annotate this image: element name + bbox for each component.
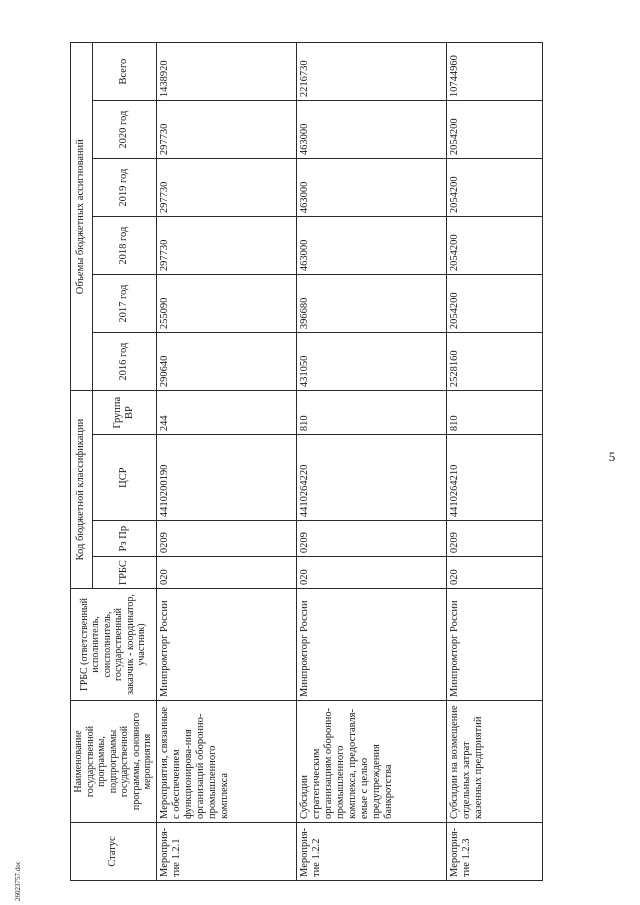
document-filename: 26023757.doc — [14, 861, 22, 901]
cell-rz-pr: 0209 — [156, 521, 296, 557]
cell-2018: 463000 — [296, 217, 446, 275]
header-program-name: Наименование государственной программы, подпрограммы государственной программы, основного мероприятия — [71, 701, 157, 823]
cell-program-name: Субсидии стратегическим организациям оборонно-промышленного комплекса, предоставля-емые с целью предупреждения банкротства — [296, 701, 446, 823]
cell-grbs: Минпромторг России — [156, 589, 296, 701]
cell-2018: 297730 — [156, 217, 296, 275]
header-year-2020: 2020 год — [92, 101, 156, 159]
table-row — [296, 43, 446, 881]
cell-total: 10744960 — [446, 43, 542, 101]
cell-2017: 396680 — [296, 275, 446, 333]
cell-rz-pr: 0209 — [296, 521, 446, 557]
cell-csr: 4410264210 — [446, 435, 542, 521]
cell-2020: 463000 — [296, 101, 446, 159]
table-row — [156, 43, 296, 881]
cell-2016: 290640 — [156, 333, 296, 391]
cell-grbs-code: 020 — [296, 557, 446, 589]
cell-2018: 2054200 — [446, 217, 542, 275]
cell-vr: 244 — [156, 391, 296, 435]
cell-csr: 4410200190 — [156, 435, 296, 521]
header-year-2017: 2017 год — [92, 275, 156, 333]
header-year-2018: 2018 год — [92, 217, 156, 275]
header-grbs: ГРБС (ответственный исполнитель, соисполнитель, государственный заказчик - координатор, участник) — [71, 589, 157, 701]
header-budget-allocations: Объемы бюджетных ассигнований — [71, 43, 93, 391]
table-row — [446, 43, 542, 881]
cell-2019: 297730 — [156, 159, 296, 217]
cell-grbs: Минпромторг России — [296, 589, 446, 701]
cell-program-name: Мероприятия, связанные с обеспечением функционирова-ния организаций оборонно-промышленного комплекса — [156, 701, 296, 823]
header-rz-pr: Рз Пр — [92, 521, 156, 557]
cell-2020: 2054200 — [446, 101, 542, 159]
budget-allocation-table — [70, 42, 543, 881]
cell-status: Мероприя-тие 1.2.3 — [446, 823, 542, 881]
cell-2017: 255090 — [156, 275, 296, 333]
header-status: Статус — [71, 823, 157, 881]
cell-2019: 463000 — [296, 159, 446, 217]
header-year-2019: 2019 год — [92, 159, 156, 217]
header-csr: ЦСР — [92, 435, 156, 521]
cell-rz-pr: 0209 — [446, 521, 542, 557]
page-number: 5 — [608, 449, 616, 464]
cell-vr: 810 — [446, 391, 542, 435]
cell-2019: 2054200 — [446, 159, 542, 217]
header-budget-classification: Код бюджетной классификации — [71, 391, 93, 589]
cell-grbs-code: 020 — [446, 557, 542, 589]
cell-grbs: Минпромторг России — [446, 589, 542, 701]
header-total: Всего — [92, 43, 156, 101]
cell-status: Мероприя-тие 1.2.2 — [296, 823, 446, 881]
cell-grbs-code: 020 — [156, 557, 296, 589]
cell-2016: 2528160 — [446, 333, 542, 391]
cell-2017: 2054200 — [446, 275, 542, 333]
cell-2020: 297730 — [156, 101, 296, 159]
cell-2016: 431050 — [296, 333, 446, 391]
cell-csr: 4410264220 — [296, 435, 446, 521]
header-grbs-code: ГРБС — [92, 557, 156, 589]
cell-vr: 810 — [296, 391, 446, 435]
cell-total: 2216730 — [296, 43, 446, 101]
header-vr-group: Группа ВР — [92, 391, 156, 435]
cell-total: 1438920 — [156, 43, 296, 101]
header-row-1 — [71, 43, 93, 881]
header-year-2016: 2016 год — [92, 333, 156, 391]
cell-program-name: Субсидии на возмещение отдельных затрат казенных предприятий — [446, 701, 542, 823]
cell-status: Мероприя-тие 1.2.1 — [156, 823, 296, 881]
